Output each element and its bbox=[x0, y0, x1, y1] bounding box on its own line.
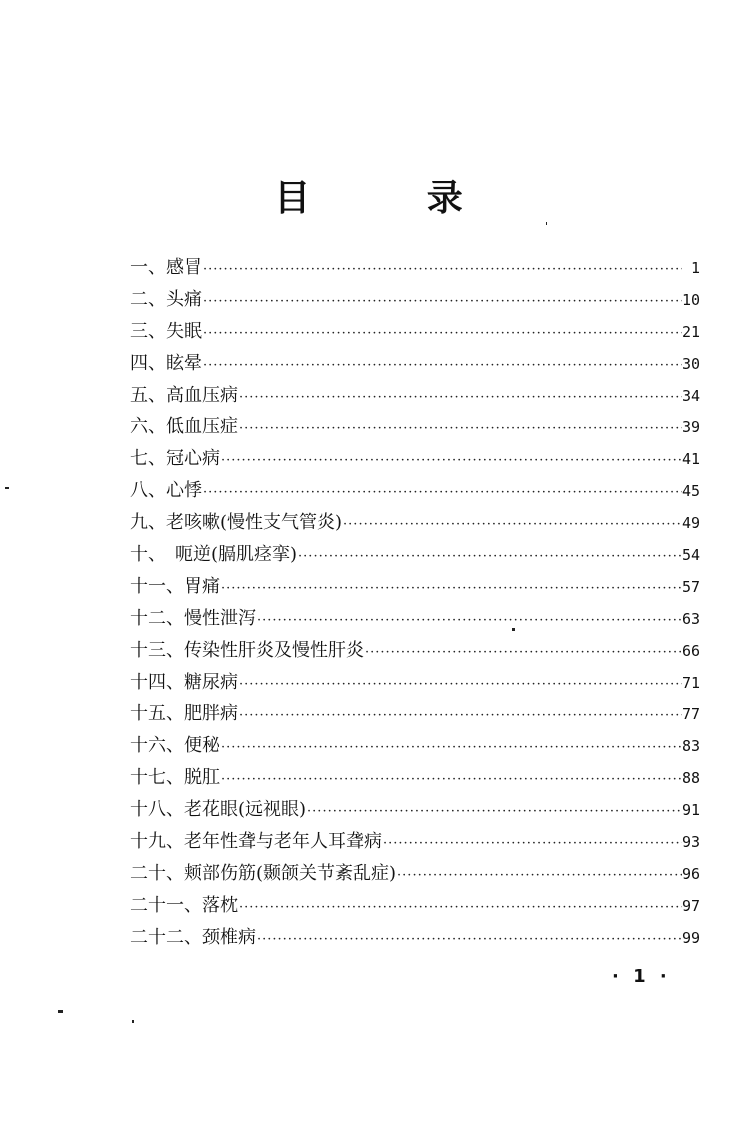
dot-leader bbox=[382, 828, 682, 860]
toc-entry-label: 二十二、颈椎病 bbox=[130, 926, 256, 948]
toc-entry-page: 97 bbox=[681, 896, 700, 915]
toc-entry-label: 二、头痛 bbox=[130, 288, 202, 310]
toc-entry-page: 93 bbox=[681, 833, 700, 852]
toc-entry[interactable] bbox=[130, 794, 700, 826]
toc-entry-label: 五、高血压病 bbox=[130, 384, 238, 406]
toc-entry[interactable] bbox=[130, 890, 700, 922]
dot-leader bbox=[220, 764, 682, 796]
toc-entry[interactable] bbox=[130, 443, 700, 475]
toc-entry[interactable] bbox=[130, 475, 700, 507]
toc-entry-page: 77 bbox=[681, 705, 700, 724]
toc-entry-label: 十八、老花眼(远视眼) bbox=[130, 799, 307, 821]
dot-leader bbox=[202, 286, 682, 318]
toc-entry[interactable] bbox=[130, 635, 700, 667]
toc-entry-page: 49 bbox=[681, 514, 700, 533]
toc-entry-label: 九、老咳嗽(慢性支气管炎) bbox=[130, 512, 343, 534]
dot-leader bbox=[238, 892, 682, 924]
toc-entry-page: 91 bbox=[681, 801, 700, 820]
toc-entry[interactable] bbox=[130, 380, 700, 412]
scan-speck bbox=[58, 1010, 63, 1013]
toc-entry-page: 39 bbox=[681, 418, 700, 437]
toc-entry[interactable] bbox=[130, 316, 700, 348]
toc-entry[interactable] bbox=[130, 348, 700, 380]
toc-entry-page: 96 bbox=[681, 864, 700, 883]
toc-entry[interactable] bbox=[130, 858, 700, 890]
toc-entry-page: 66 bbox=[681, 641, 700, 660]
dot-leader bbox=[306, 796, 682, 828]
toc-entry[interactable] bbox=[130, 252, 700, 284]
toc-entry-page: 54 bbox=[681, 546, 700, 565]
toc-entry-label: 十七、脱肛 bbox=[130, 767, 220, 789]
toc-entry-label: 十五、肥胖病 bbox=[130, 703, 238, 725]
toc-entry[interactable] bbox=[130, 762, 700, 794]
toc-entry[interactable] bbox=[130, 411, 700, 443]
toc-entry-page: 45 bbox=[681, 482, 700, 501]
toc-entry-label: 十九、老年性聋与老年人耳聋病 bbox=[130, 831, 382, 853]
toc-entry-label: 十二、慢性泄泻 bbox=[130, 607, 256, 629]
dot-leader bbox=[238, 700, 682, 732]
toc-entry-label: 十一、胃痛 bbox=[130, 575, 220, 597]
toc-entry-page: 71 bbox=[681, 673, 700, 692]
dot-leader bbox=[396, 860, 682, 892]
toc-entry[interactable] bbox=[130, 730, 700, 762]
toc-entry-label: 二十一、落枕 bbox=[130, 894, 238, 916]
toc-entry[interactable] bbox=[130, 667, 700, 699]
dot-leader bbox=[202, 254, 682, 286]
toc-entry-page: 10 bbox=[681, 290, 700, 309]
toc-entry-label: 十三、传染性肝炎及慢性肝炎 bbox=[130, 639, 364, 661]
dot-leader bbox=[202, 350, 682, 382]
toc-entry-label: 十六、便秘 bbox=[130, 735, 220, 757]
toc-entry-label: 八、心悸 bbox=[130, 480, 202, 502]
scan-speck bbox=[512, 628, 515, 631]
dot-leader bbox=[202, 477, 682, 509]
toc-entry[interactable] bbox=[130, 507, 700, 539]
toc-entry-page: 1 bbox=[690, 259, 700, 277]
toc-entry-label: 一、感冒 bbox=[130, 257, 202, 278]
toc-entry-label: 三、失眠 bbox=[130, 320, 202, 342]
toc-entry[interactable] bbox=[130, 571, 700, 603]
page-title: 目 录 bbox=[274, 178, 515, 219]
dot-leader bbox=[202, 318, 682, 350]
toc-entry-page: 99 bbox=[681, 928, 700, 947]
toc-entry-label: 十四、糖尿病 bbox=[130, 671, 238, 693]
dot-leader bbox=[220, 732, 682, 764]
scan-speck bbox=[5, 487, 9, 489]
toc-entry[interactable] bbox=[130, 922, 700, 954]
toc-entry-label: 十、 呃逆(膈肌痉挛) bbox=[130, 544, 298, 566]
toc-entry-page: 30 bbox=[681, 354, 700, 373]
dot-leader bbox=[256, 924, 682, 956]
page-number-footer: · 1 · bbox=[612, 966, 671, 987]
toc-entry-label: 二十、颊部伤筋(颞颌关节紊乱症) bbox=[130, 862, 397, 884]
scan-speck bbox=[546, 222, 547, 225]
toc-entry[interactable] bbox=[130, 603, 700, 635]
dot-leader bbox=[297, 541, 682, 573]
dot-leader bbox=[238, 669, 682, 701]
toc-entry-page: 34 bbox=[681, 386, 700, 405]
toc-entry[interactable] bbox=[130, 698, 700, 730]
scan-speck bbox=[132, 1020, 134, 1023]
toc-entry-label: 六、低血压症 bbox=[130, 416, 238, 438]
dot-leader bbox=[364, 637, 682, 669]
toc-entry-label: 四、眩晕 bbox=[130, 352, 202, 374]
dot-leader bbox=[342, 509, 682, 541]
toc-entry-page: 63 bbox=[681, 609, 700, 628]
toc-entry-page: 41 bbox=[681, 450, 700, 469]
toc-entry[interactable] bbox=[130, 539, 700, 571]
toc-entry-page: 57 bbox=[681, 577, 700, 596]
dot-leader bbox=[220, 445, 682, 477]
dot-leader bbox=[256, 605, 682, 637]
toc-entry[interactable] bbox=[130, 284, 700, 316]
dot-leader bbox=[238, 413, 682, 445]
dot-leader bbox=[220, 573, 682, 605]
toc-entry[interactable] bbox=[130, 826, 700, 858]
toc-entry-page: 88 bbox=[681, 769, 700, 788]
toc-entry-page: 21 bbox=[681, 322, 700, 341]
dot-leader bbox=[238, 382, 682, 414]
toc-entry-label: 七、冠心病 bbox=[130, 448, 220, 470]
toc-entry-page: 83 bbox=[681, 737, 700, 756]
table-of-contents bbox=[130, 252, 700, 954]
